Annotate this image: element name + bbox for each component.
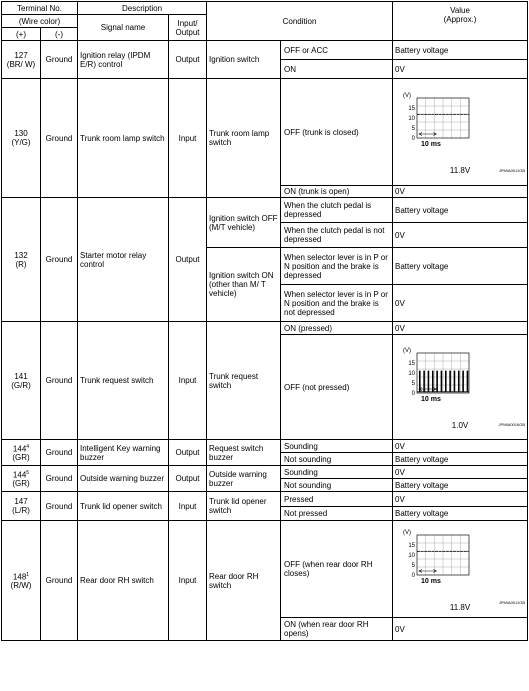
- ground-cell: Ground: [41, 198, 78, 322]
- y-tick-label: 5: [411, 562, 416, 569]
- value-cell: 0V: [393, 492, 528, 507]
- value-cell: Battery voltage: [393, 248, 528, 285]
- y-tick-label: 10: [408, 370, 416, 377]
- condition-cell: Trunk request switch: [207, 322, 281, 440]
- ground-cell: Ground: [41, 521, 78, 641]
- sub-condition-cell: OFF (trunk is closed): [281, 79, 393, 186]
- volt-unit-label: (V): [403, 529, 412, 536]
- io-cell: Input: [169, 79, 207, 198]
- figure-code: JPMIA0016GB: [498, 422, 526, 427]
- value-cell: Battery voltage: [393, 479, 528, 492]
- y-tick-label: 15: [408, 360, 416, 367]
- volt-unit-label: (V): [403, 92, 412, 99]
- sub-condition-cell: When selector lever is in P or N position and the brake is not depressed: [281, 285, 393, 322]
- signal-name-cell: Trunk room lamp switch: [78, 79, 169, 198]
- condition-cell: Ignition switch OFF (M/T vehicle): [207, 198, 281, 248]
- y-tick-label: 0: [411, 572, 416, 579]
- value-cell: 0V: [393, 186, 528, 198]
- value-cell: 0V: [393, 60, 528, 79]
- header-plus: (+): [2, 28, 41, 41]
- terminal-cell: $148^1$ (R/W): [2, 521, 41, 641]
- sub-condition-cell: Not sounding: [281, 479, 393, 492]
- ground-cell: Ground: [41, 466, 78, 492]
- time-scale-label: 10 ms: [421, 140, 441, 148]
- value-cell: [393, 79, 528, 186]
- sub-condition-cell: OFF (when rear door RH closes): [281, 521, 393, 618]
- y-tick-label: 0: [411, 135, 416, 142]
- ground-cell: Ground: [41, 440, 78, 466]
- header-signal-name: Signal name: [78, 15, 169, 41]
- value-cell: Battery voltage: [393, 453, 528, 466]
- header-wire-color: (Wire color): [2, 15, 78, 28]
- figure-code: JPMIA0011GB: [498, 168, 526, 173]
- value-cell: [393, 335, 528, 440]
- terminal-cell: $144^5$ (GR): [2, 466, 41, 492]
- ground-cell: Ground: [41, 492, 78, 521]
- sub-condition-cell: When the clutch pedal is not depressed: [281, 223, 393, 248]
- terminal-cell: 132 (R): [2, 198, 41, 322]
- sub-condition-cell: OFF (not pressed): [281, 335, 393, 440]
- sub-condition-cell: ON (pressed): [281, 322, 393, 335]
- sub-condition-cell: Sounding: [281, 440, 393, 453]
- sub-condition-cell: When selector lever is in P or N position and the brake is depressed: [281, 248, 393, 285]
- value-cell: 0V: [393, 466, 528, 479]
- condition-cell: Trunk room lamp switch: [207, 79, 281, 198]
- value-cell: 0V: [393, 223, 528, 248]
- io-cell: Output: [169, 41, 207, 79]
- sub-condition-cell: ON (trunk is open): [281, 186, 393, 198]
- value-cell: 0V: [393, 322, 528, 335]
- sub-condition-cell: When the clutch pedal is depressed: [281, 198, 393, 223]
- value-cell: [393, 521, 528, 618]
- signal-name-cell: Trunk lid opener switch: [78, 492, 169, 521]
- sub-condition-cell: Pressed: [281, 492, 393, 507]
- signal-name-cell: Rear door RH switch: [78, 521, 169, 641]
- signal-name-cell: Outside warning buzzer: [78, 466, 169, 492]
- sub-condition-cell: Not pressed: [281, 507, 393, 521]
- io-cell: Output: [169, 198, 207, 322]
- terminal-cell: 130 (Y/G): [2, 79, 41, 198]
- value-cell: Battery voltage: [393, 198, 528, 223]
- time-scale-label: 10 ms: [421, 577, 441, 585]
- header-value-label: Value: [450, 6, 470, 15]
- signal-name-cell: Starter motor relay control: [78, 198, 169, 322]
- y-tick-label: 10: [408, 115, 416, 122]
- ground-cell: Ground: [41, 322, 78, 440]
- ground-cell: Ground: [41, 41, 78, 79]
- condition-cell: Request switch buzzer: [207, 440, 281, 466]
- header-terminal-no: Terminal No.: [2, 2, 78, 15]
- volt-unit-label: (V): [403, 347, 412, 354]
- sub-condition-cell: ON: [281, 60, 393, 79]
- sub-condition-cell: OFF or ACC: [281, 41, 393, 60]
- header-value: [393, 2, 528, 41]
- io-cell: Output: [169, 440, 207, 466]
- value-cell: 0V: [393, 285, 528, 322]
- header-value-approx: (Approx.): [443, 15, 477, 24]
- y-tick-label: 0: [411, 390, 416, 397]
- sub-condition-cell: Sounding: [281, 466, 393, 479]
- waveform-voltage: 1.0V: [451, 420, 469, 430]
- y-tick-label: 15: [408, 105, 416, 112]
- value-cell: Battery voltage: [393, 41, 528, 60]
- y-tick-label: 5: [411, 125, 416, 132]
- oscilloscope-waveform: [395, 345, 475, 421]
- signal-name-cell: Intelligent Key warning buzzer: [78, 440, 169, 466]
- terminal-table: [1, 1, 528, 641]
- ground-cell: Ground: [41, 79, 78, 198]
- time-scale-label: 10 ms: [421, 395, 441, 403]
- terminal-cell: 147 (L/R): [2, 492, 41, 521]
- sub-condition-cell: ON (when rear door RH opens): [281, 618, 393, 641]
- condition-cell: Outside warning buzzer: [207, 466, 281, 492]
- value-cell: Battery voltage: [393, 507, 528, 521]
- io-cell: Output: [169, 466, 207, 492]
- condition-cell: Trunk lid opener switch: [207, 492, 281, 521]
- io-cell: Input: [169, 492, 207, 521]
- y-tick-label: 10: [408, 552, 416, 559]
- oscilloscope-waveform: [395, 90, 475, 166]
- oscilloscope-waveform: [395, 527, 475, 603]
- figure-code: JPMIA0011GB: [498, 600, 526, 605]
- waveform-voltage: 11.8V: [449, 165, 471, 175]
- y-tick-label: 15: [408, 542, 416, 549]
- signal-name-cell: Ignition relay (IPDM E/R) control: [78, 41, 169, 79]
- signal-name-cell: Trunk request switch: [78, 322, 169, 440]
- header-condition: Condition: [207, 2, 393, 41]
- header-description: Description: [78, 2, 207, 15]
- condition-cell: Ignition switch: [207, 41, 281, 79]
- terminal-cell: $144^4$ (GR): [2, 440, 41, 466]
- condition-cell: Rear door RH switch: [207, 521, 281, 641]
- header-input-output: Input/ Output: [169, 15, 207, 41]
- io-cell: Input: [169, 521, 207, 641]
- sub-condition-cell: Not sounding: [281, 453, 393, 466]
- terminal-cell: 127 (BR/ W): [2, 41, 41, 79]
- value-cell: 0V: [393, 440, 528, 453]
- header-minus: (-): [41, 28, 78, 41]
- condition-cell: Ignition switch ON (other than M/ T vehicle): [207, 248, 281, 322]
- waveform-voltage: 11.8V: [449, 602, 471, 612]
- value-cell: 0V: [393, 618, 528, 641]
- io-cell: Input: [169, 322, 207, 440]
- y-tick-label: 5: [411, 380, 416, 387]
- terminal-cell: 141 (G/R): [2, 322, 41, 440]
